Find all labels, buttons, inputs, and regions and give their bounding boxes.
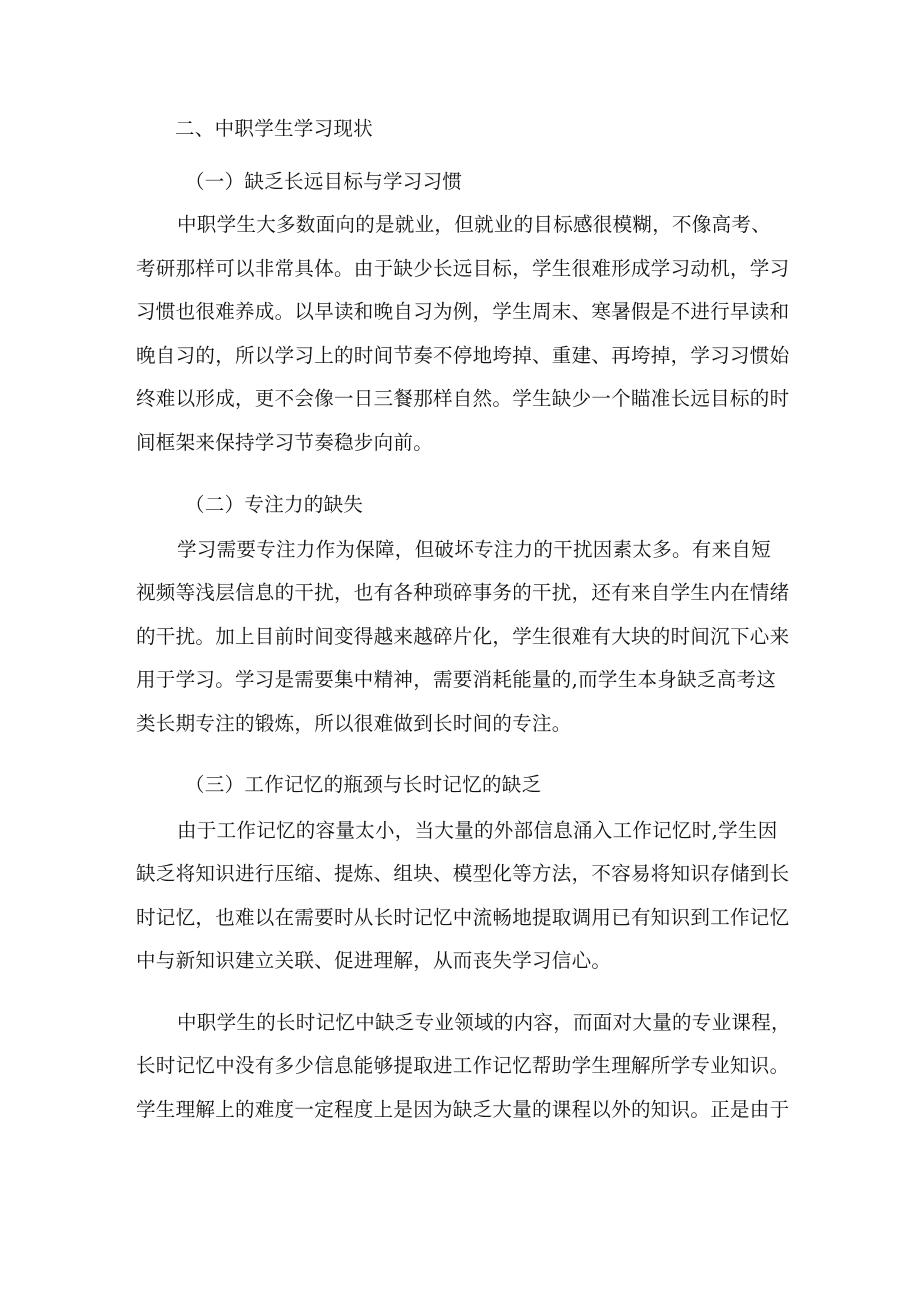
paragraph-3-line-4: 中与新知识建立关联、促进理解，从而丧失学习信心。 — [136, 949, 612, 972]
paragraph-1-line-4: 晚自习的，所以学习上的时间节奏不停地垮掉、重建、再垮掉，学习习惯始 — [136, 344, 790, 367]
paragraph-4-line-2: 长时记忆中没有多少信息能够提取进工作记忆帮助学生理解所学专业知识。 — [136, 1054, 790, 1077]
section-heading: 二、中职学生学习现状 — [175, 117, 374, 140]
paragraph-2-line-5: 类长期专注的锻炼，所以很难做到长时间的专注。 — [136, 712, 572, 735]
paragraph-3-line-3: 时记忆，也难以在需要时从长时记忆中流畅地提取调用已有知识到工作记忆 — [136, 906, 790, 929]
paragraph-2-line-4: 用于学习。学习是需要集中精神，需要消耗能量的,而学生本身缺乏高考这 — [136, 668, 777, 691]
paragraph-1-line-6: 间框架来保持学习节奏稳步向前。 — [136, 431, 434, 454]
paragraph-1-line-2: 考研那样可以非常具体。由于缺少长远目标，学生很难形成学习动机，学习 — [136, 257, 790, 280]
paragraph-2-line-3: 的干扰。加上目前时间变得越来越碎片化，学生很难有大块的时间沉下心来 — [136, 625, 790, 648]
paragraph-4-line-1: 中职学生的长时记忆中缺乏专业领域的内容，而面对大量的专业课程， — [177, 1011, 791, 1034]
subsection-heading-3: （三）工作记忆的瓶颈与长时记忆的缺乏 — [185, 773, 542, 796]
paragraph-1-line-5: 终难以形成，更不会像一日三餐那样自然。学生缺少一个瞄准长远目标的时 — [136, 387, 790, 410]
subsection-heading-1: （一）缺乏长远目标与学习习惯 — [185, 170, 463, 193]
paragraph-2-line-1: 学习需要专注力作为保障，但破坏专注力的干扰因素太多。有来自短 — [177, 538, 772, 561]
paragraph-1-line-1: 中职学生大多数面向的是就业，但就业的目标感很模糊，不像高考、 — [177, 213, 772, 236]
paragraph-2-line-2: 视频等浅层信息的干扰，也有各种琐碎事务的干扰，还有来自学生内在情绪 — [136, 581, 790, 604]
subsection-heading-2: （二）专注力的缺失 — [185, 493, 364, 516]
paragraph-3-line-1: 由于工作记忆的容量太小，当大量的外部信息涌入工作记忆时,学生因 — [177, 819, 778, 842]
paragraph-3-line-2: 缺乏将知识进行压缩、提炼、组块、模型化等方法，不容易将知识存储到长 — [136, 862, 790, 885]
paragraph-4-line-3: 学生理解上的难度一定程度上是因为缺乏大量的课程以外的知识。正是由于 — [136, 1098, 790, 1121]
paragraph-1-line-3: 习惯也很难养成。以早读和晚自习为例，学生周末、寒暑假是不进行早读和 — [136, 300, 790, 323]
